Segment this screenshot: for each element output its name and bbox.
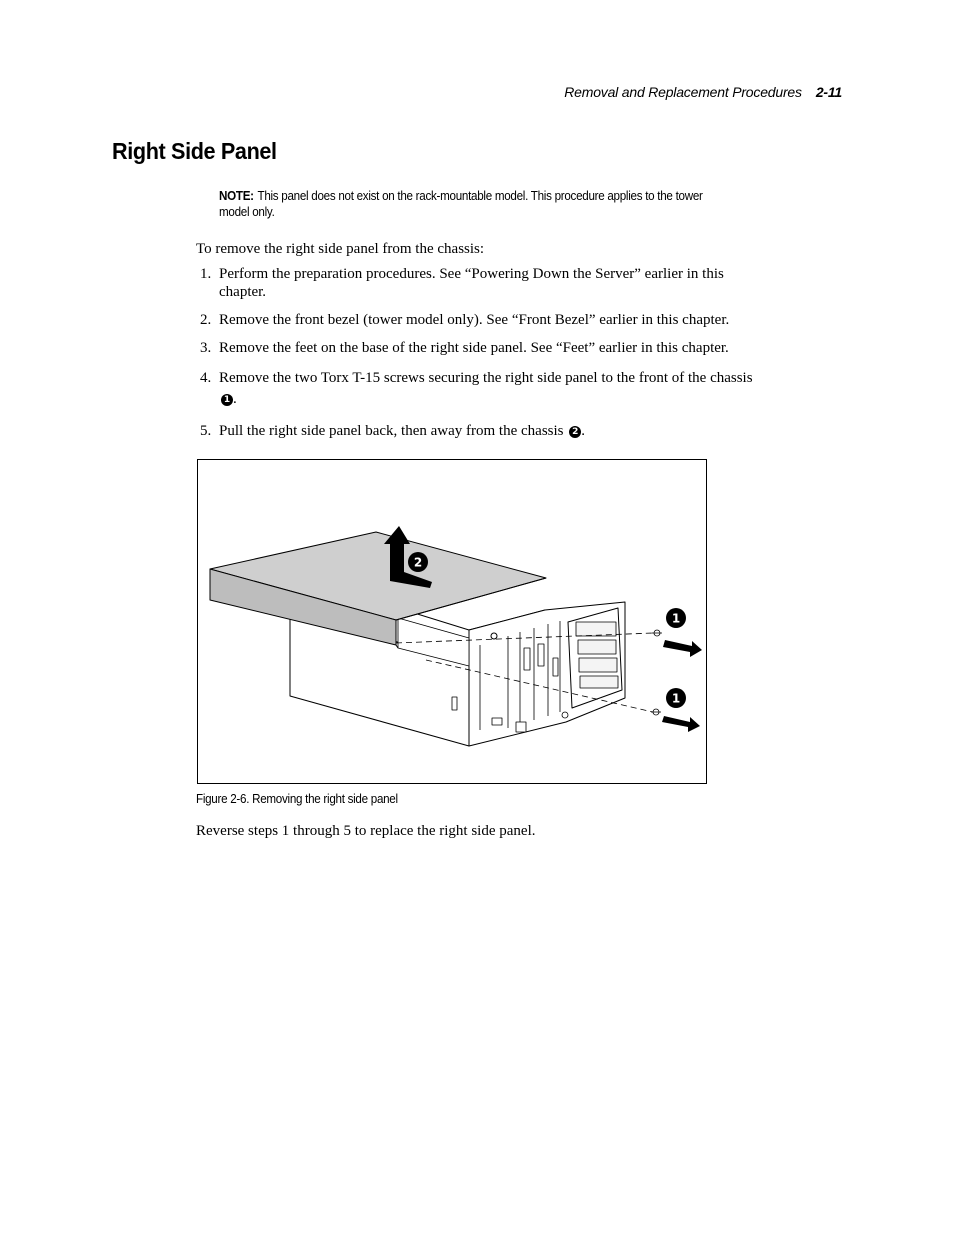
step-number: 3.: [200, 339, 212, 356]
step-text: Remove the two Torx T-15 screws securing the right side panel to the front of the chassis: [219, 369, 753, 386]
right-arrow-icon: [663, 640, 702, 657]
callout-label: 1: [671, 691, 681, 706]
figure-caption: Figure 2-6. Removing the right side panel: [196, 792, 398, 806]
step-number: 5.: [200, 422, 212, 439]
step-number: 1.: [200, 266, 212, 282]
figure-frame: [197, 459, 707, 784]
page-title: Right Side Panel: [112, 138, 277, 164]
step-item: [196, 368, 766, 411]
running-header: [480, 84, 842, 100]
step-text: Remove the feet on the base of the right side panel. See “Feet” earlier in this chapter.: [219, 339, 729, 356]
page-number: 2-11: [815, 84, 842, 100]
step-text: Perform the preparation procedures. See “Powering Down the Server” earlier in this chapter.: [219, 266, 724, 300]
step-text: Pull the right side panel back, then away from the chassis: [219, 422, 564, 439]
note: [219, 188, 721, 220]
server-chassis-illustration: [198, 460, 705, 782]
right-arrow-icon: [662, 716, 700, 732]
callout-label: 1: [671, 611, 681, 626]
step-text: Remove the front bezel (tower model only). See “Front Bezel” earlier in this chapter.: [219, 311, 730, 328]
callout-1-icon: [666, 688, 686, 708]
step-item: [196, 266, 766, 301]
step-item: [196, 423, 766, 441]
step-number: 4.: [200, 369, 212, 386]
note-text: This panel does not exist on the rack-mountable model. This procedure applies to the tower model only.: [219, 189, 703, 219]
callout-2-icon: 2: [569, 426, 581, 438]
callout-label: 2: [413, 555, 423, 570]
closing-text: Reverse steps 1 through 5 to replace the right side panel.: [196, 823, 536, 839]
step-end: .: [581, 422, 585, 439]
step-end: .: [233, 391, 237, 407]
note-label: NOTE:: [219, 189, 254, 203]
step-item: [196, 340, 766, 358]
section-title: Removal and Replacement Procedures: [564, 84, 802, 100]
step-item: [196, 312, 766, 330]
screw-icon: [651, 709, 661, 715]
intro-text: To remove the right side panel from the chassis:: [196, 241, 485, 257]
callout-1-icon: [666, 608, 686, 628]
screw-icon: [652, 630, 662, 636]
procedure-steps: [196, 266, 766, 451]
step-number: 2.: [200, 311, 212, 328]
callout-1-icon: 1: [221, 394, 233, 406]
callout-2-icon: [408, 552, 428, 572]
